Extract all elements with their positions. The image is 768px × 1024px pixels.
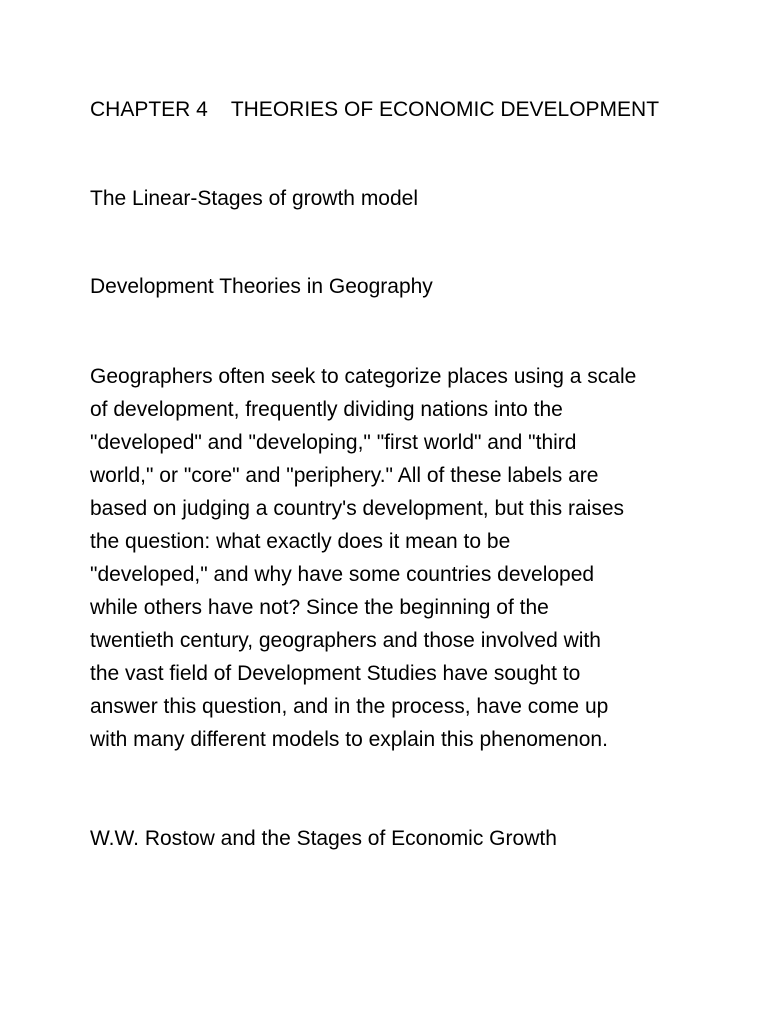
body-paragraph [90,360,730,756]
paragraph-line: while others have not? Since the beginning of the [90,596,549,619]
paragraph-line: based on judging a country's development, but this raises [90,497,625,520]
subheading-development-theories: Development Theories in Geography [90,275,433,298]
chapter-heading: CHAPTER 4 THEORIES OF ECONOMIC DEVELOPMENT [90,98,660,121]
paragraph-line: "developed," and why have some countries developed [90,563,595,586]
paragraph-line: of development, frequently dividing nations into the [90,398,563,421]
paragraph-line: with many different models to explain this phenomenon. [90,728,608,751]
paragraph-line: twentieth century, geographers and those involved with [90,629,601,652]
subheading-linear-stages: The Linear-Stages of growth model [90,187,419,210]
paragraph-line: the question: what exactly does it mean to be [90,530,511,553]
paragraph-line: "developed" and "developing," "first world" and "third [90,431,577,454]
paragraph-line: answer this question, and in the process, have come up [90,695,609,718]
paragraph-line: the vast field of Development Studies have sought to [90,662,581,685]
paragraph-line: Geographers often seek to categorize places using a scale [90,365,637,388]
section-heading-rostow: W.W. Rostow and the Stages of Economic Growth [90,827,557,850]
paragraph-line: world," or "core" and "periphery." All of these labels are [90,464,599,487]
